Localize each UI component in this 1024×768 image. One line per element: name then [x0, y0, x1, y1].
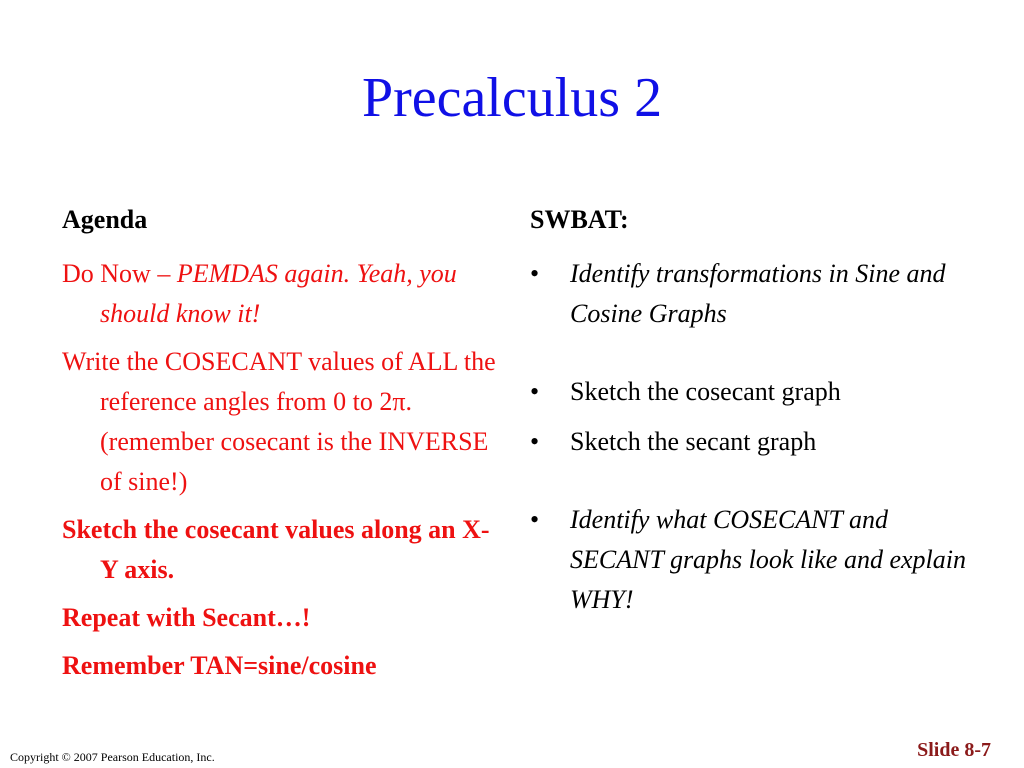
agenda-item-cosecant-values: Write the COSECANT values of ALL the reference angles from 0 to 2π. (remember cosecant is the INVERSE of sine!) — [62, 347, 496, 496]
swbat-item-sketch-secant — [530, 422, 980, 462]
do-now-detail: PEMDAS again. Yeah, you should know it! — [100, 259, 457, 328]
swbat-list — [530, 254, 980, 620]
do-now-lead: Do Now – — [62, 259, 177, 288]
agenda-item-sketch-cosecant: Sketch the cosecant values along an X-Y axis. — [62, 515, 490, 584]
agenda-item-repeat-secant: Repeat with Secant…! — [62, 603, 311, 632]
swbat-column — [530, 200, 980, 620]
agenda-item-remember-tan: Remember TAN=sine/cosine — [62, 651, 377, 680]
agenda-column — [62, 200, 502, 694]
bullet-icon: • — [530, 505, 540, 534]
slide-number: Slide 8-7 — [917, 739, 991, 761]
swbat-item-identify-graphs — [530, 500, 980, 620]
swbat-heading: SWBAT: — [530, 205, 629, 234]
swbat-item-text: Sketch the cosecant graph — [570, 377, 841, 406]
bullet-icon: • — [530, 377, 540, 406]
swbat-item-text: Sketch the secant graph — [570, 427, 817, 456]
slide-title: Precalculus 2 — [361, 67, 663, 129]
swbat-item-text: Identify transformations in Sine and Cosine Graphs — [570, 259, 946, 328]
swbat-item-transformations — [530, 254, 980, 334]
swbat-item-text: Identify what COSECANT and SECANT graphs look like and explain WHY! — [570, 505, 966, 614]
agenda-heading: Agenda — [62, 205, 148, 234]
bullet-icon: • — [530, 427, 540, 456]
swbat-item-sketch-cosecant — [530, 372, 980, 412]
bullet-icon: • — [530, 259, 540, 288]
agenda-item-do-now — [62, 254, 502, 334]
copyright-notice: Copyright © 2007 Pearson Education, Inc. — [10, 750, 215, 764]
